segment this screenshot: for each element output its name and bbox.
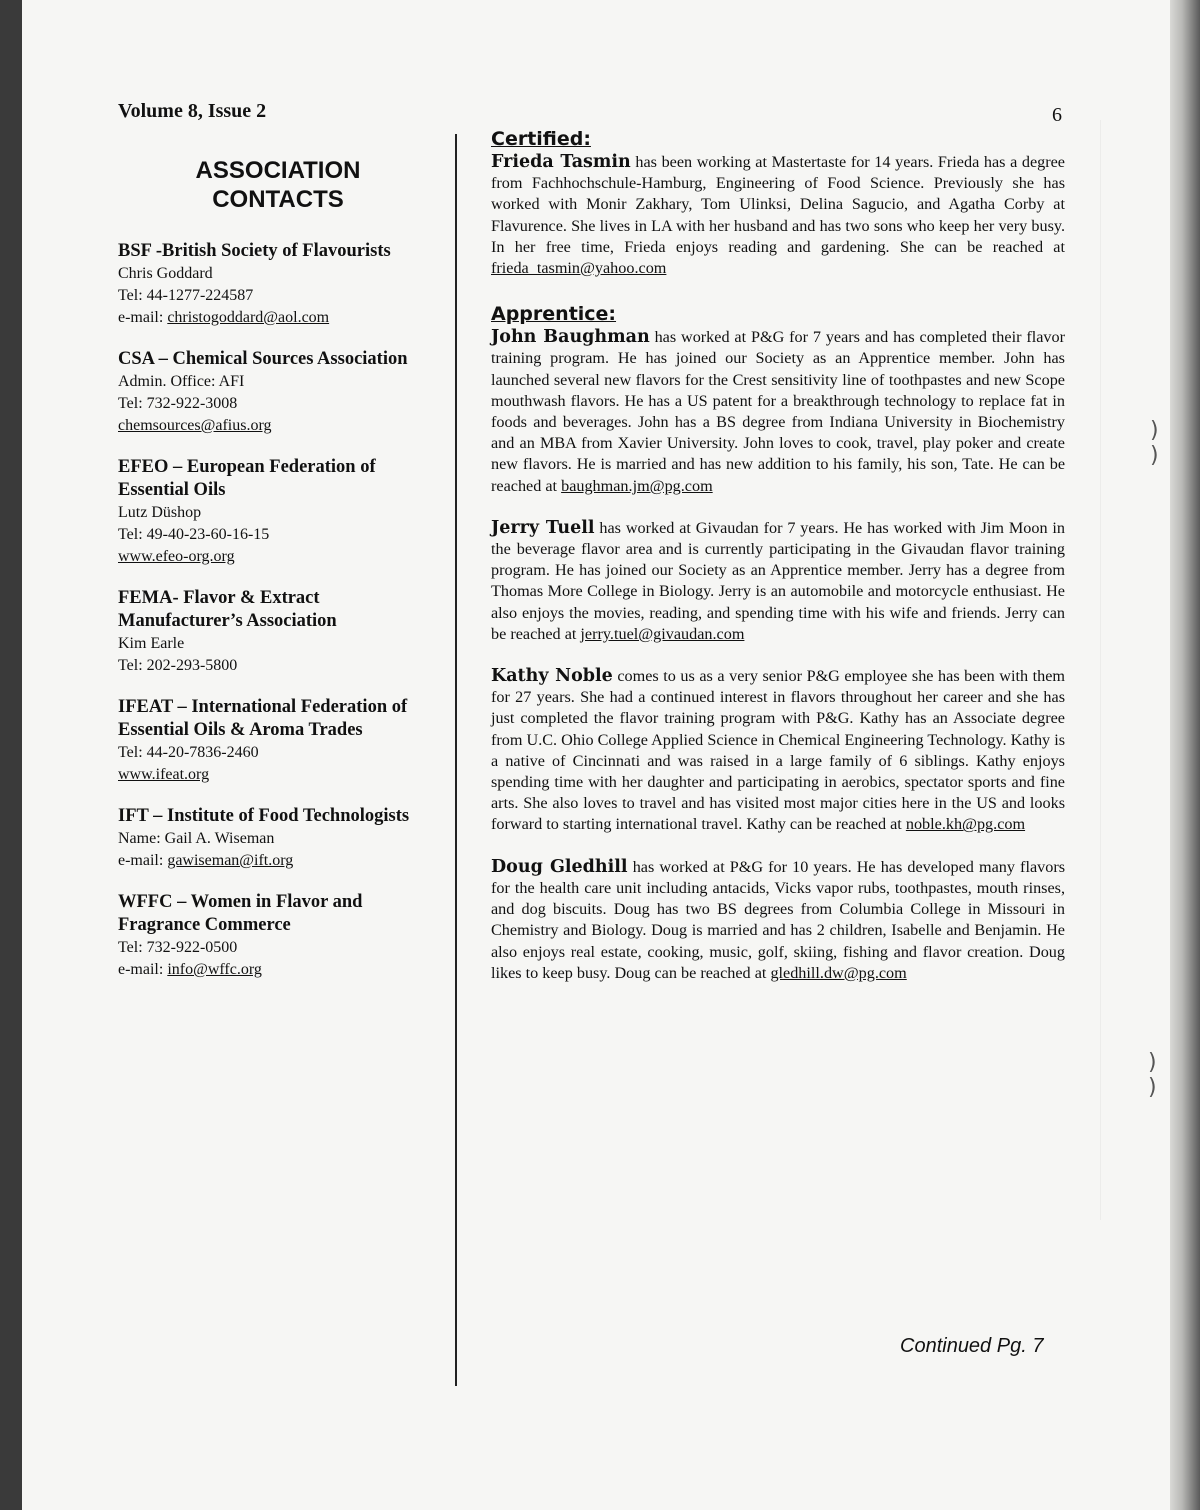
contact-email-link[interactable]: chemsources@afius.org [118, 417, 272, 434]
contacts-column [118, 150, 438, 1000]
apprentice-heading: Apprentice: [491, 303, 617, 326]
contact-entry [118, 348, 438, 437]
contact-email-link[interactable]: www.efeo-org.org [118, 548, 235, 565]
page-number: 6 [1052, 104, 1062, 126]
contact-email-line [118, 415, 438, 437]
contact-line: Tel: 44-20-7836-2460 [118, 744, 259, 761]
member-email-link[interactable]: gledhill.dw@pg.com [770, 963, 907, 982]
member-email-link[interactable]: jerry.tuel@givaudan.com [580, 624, 745, 643]
contact-email-line [118, 959, 438, 981]
email-prefix: e-mail: [118, 309, 168, 326]
bio-text: has worked at Givaudan for 7 years. He has worked with Jim Moon in the beverage flavor area and is currently participating in the Givaudan flavor training program. He has joined our Society as an Apprentice member. Jerry has a degree from Thomas More College in Biology. Jerry is an automobile and motorcycle enthusiast. He also enjoys the movies, reading, and spending time with his wife and friends. Jerry can be reached at [491, 518, 1066, 643]
certified-heading: Certified: [491, 128, 591, 150]
contacts-list [118, 240, 438, 981]
member-name: Doug Gledhill [491, 856, 628, 877]
contact-line: Name: Gail A. Wiseman [118, 830, 275, 847]
org-name: IFEAT – International Federation of Essential Oils & Aroma Trades [118, 697, 408, 740]
member-name: Kathy Noble [491, 666, 613, 687]
org-name: WFFC – Women in Flavor and Fragrance Commerce [118, 892, 363, 935]
contact-entry [118, 891, 438, 981]
org-name: EFEO – European Federation of Essential Oils [118, 457, 376, 500]
member-email-link[interactable]: baughman.jm@pg.com [561, 476, 713, 495]
contact-email-link[interactable]: www.ifeat.org [118, 766, 210, 783]
contact-entry [118, 696, 438, 786]
certified-list [491, 152, 1065, 279]
contact-email-link[interactable]: info@wffc.org [167, 961, 262, 978]
contacts-title: ASSOCIATION CONTACTS [195, 157, 361, 213]
binding-clip-icon: ) ) [1148, 1050, 1157, 1100]
org-name: FEMA- Flavor & Extract Manufacturer’s Association [118, 588, 337, 631]
binding-clip-icon: ) ) [1150, 418, 1159, 468]
member-name: Jerry Tuell [491, 517, 595, 538]
bio-text: comes to us as a very senior P&G employee she has been with them for 27 years. She had a continued interest in flavors throughout her career and she has just completed the flavor training program with P&G. Kathy has an Associate degree from U.C. Ohio College Applied Science in Chemical Engineering Technology. Kathy is a native of Cincinnati and was raised in a large family of 6 siblings. Kathy enjoys spending time with her daughter and participating in aerobics, spectator sports and fine arts. She also loves to travel and has visited most major cities here in the US and looks forward to starting international travel. Kathy can be reached at [491, 667, 1065, 834]
contact-line: Admin. Office: AFI [118, 373, 245, 390]
contact-entry [118, 805, 438, 872]
contact-line: Tel: 44-1277-224587 [118, 287, 254, 304]
continued-label: Continued Pg. 7 [900, 1335, 1044, 1357]
member-bio [491, 666, 1065, 836]
member-bio [491, 327, 1065, 497]
contact-email-line [118, 850, 438, 872]
contact-entry [118, 456, 438, 568]
bio-text: has been working at Mastertaste for 14 years. Frieda has a degree from Fachhochschule-Hamburg, Engineering of Food Science. Previously she has worked with Monir Zakhary, Tom Ulinksi, Delina Sagucio, and Agatha Corby at Flavurence. She lives in LA with her husband and has two sons who keep her very busy. In her free time, Frieda enjoys reading and gardening. She can be reached at [491, 153, 1065, 256]
contact-email-link[interactable]: gawiseman@ift.org [167, 852, 294, 869]
contact-email-line [118, 307, 438, 329]
member-email-link[interactable]: frieda_tasmin@yahoo.com [491, 259, 667, 278]
bio-text: has worked at P&G for 7 years and has completed their flavor training program. He has joined our Society as an Apprentice member. John has launched several new flavors for the Crest sensitivity line of toothpastes and new Scope mouthwash flavors. He has a US patent for a breakthrough technology to replace fat in foods and beverages. John has a BS degree from Indiana University in Biochemistry and an MBA from Xavier University. John loves to cook, travel, play poker and create new flavors. He is married and has new addition to his family, his son, Tate. He can be reached at [491, 328, 1065, 495]
contact-line: Chris Goddard [118, 265, 213, 282]
members-column [491, 126, 1065, 1005]
email-prefix: e-mail: [118, 961, 168, 978]
page-edge [1170, 0, 1200, 1510]
member-email-link[interactable]: noble.kh@pg.com [905, 815, 1026, 834]
contact-line: Tel: 202-293-5800 [118, 657, 238, 674]
column-divider [455, 134, 457, 1386]
contact-line: Kim Earle [118, 635, 185, 652]
contact-entry [118, 587, 438, 677]
member-bio [491, 518, 1065, 645]
member-name: John Baughman [491, 327, 650, 348]
contact-line: Lutz Düshop [118, 504, 202, 521]
contact-line: Tel: 732-922-0500 [118, 939, 238, 956]
contact-entry [118, 240, 438, 329]
issue-label: Volume 8, Issue 2 [118, 100, 267, 122]
member-name: Frieda Tasmin [491, 152, 631, 172]
org-name: CSA – Chemical Sources Association [118, 349, 408, 369]
member-bio [491, 857, 1065, 984]
contact-line: Tel: 49-40-23-60-16-15 [118, 526, 270, 543]
bio-text: has worked at P&G for 10 years. He has developed many flavors for the health care unit including antacids, Vicks vapor rubs, toothpastes, mouth rinses, and dog biscuits. Doug has two BS degrees from Columbia College in Missouri in Chemistry and Biology. Doug is married and has 2 children, Isabelle and Benjamin. He also enjoys real estate, cooking, music, golf, skiing, fishing and flavor creation. Doug likes to keep busy. Doug can be reached at [491, 857, 1066, 982]
contact-email-link[interactable]: christogoddard@aol.com [167, 309, 330, 326]
member-bio [491, 152, 1065, 279]
contact-email-line [118, 764, 438, 786]
contact-email-line [118, 546, 438, 568]
apprentice-list [491, 327, 1065, 984]
org-name: BSF -British Society of Flavourists [118, 241, 391, 261]
contact-line: Tel: 732-922-3008 [118, 395, 238, 412]
org-name: IFT – Institute of Food Technologists [118, 806, 410, 826]
email-prefix: e-mail: [118, 852, 168, 869]
